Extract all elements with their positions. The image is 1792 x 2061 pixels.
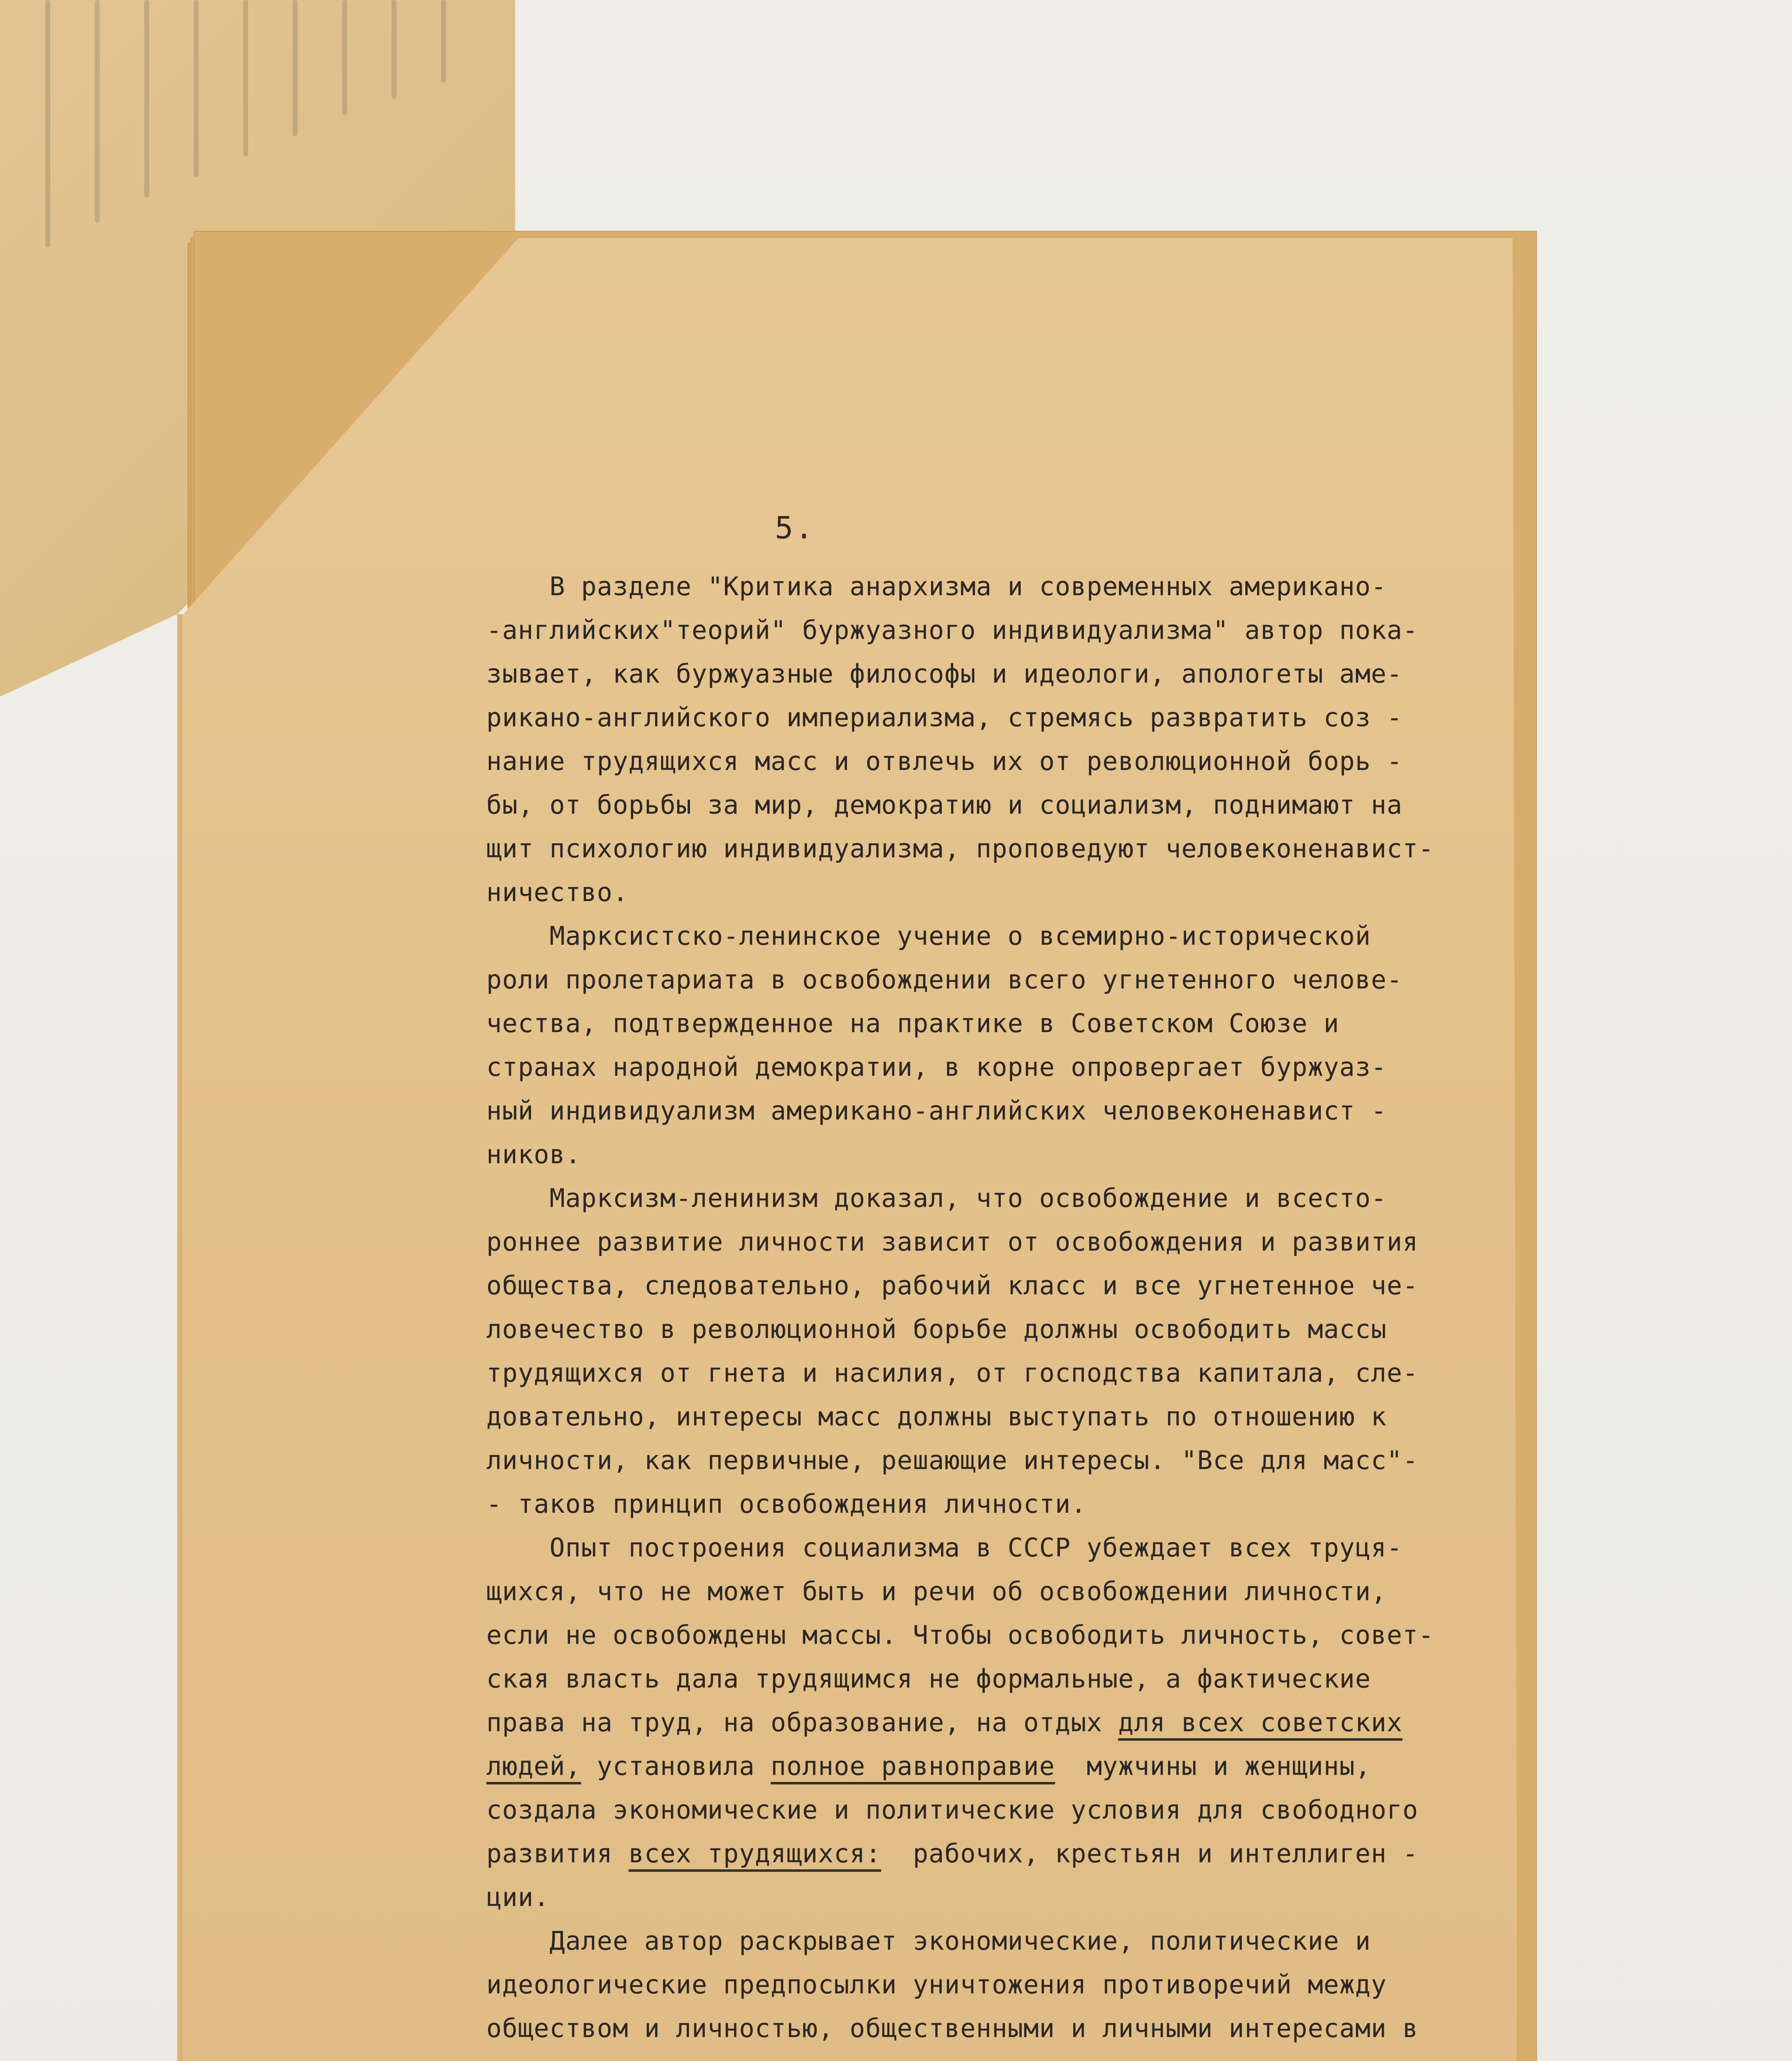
underlined-text: всех трудящихся: (629, 1838, 881, 1872)
text-segment: права на труд, на образование, на отдых (486, 1707, 1119, 1737)
text-segment: мужчины и женщины, (1055, 1751, 1371, 1781)
text-line (486, 1045, 1496, 1089)
text-segment: обществом и личностью, общественными и личными интересами в (486, 2013, 1419, 2043)
text-segment: ный индивидуализм американо-английских человеконенавист - (486, 1096, 1387, 1126)
text-segment: развития (486, 1838, 629, 1869)
text-segment: странах народной демократии, в корне опровергает буржуаз- (486, 1052, 1387, 1082)
text-line (486, 1613, 1496, 1657)
text-segment: довательно, интересы масс должны выступать по отношению к (486, 1401, 1387, 1432)
text-segment: -английских"теорий" буржуазного индивидуализма" автор пока- (486, 615, 1419, 645)
underlined-text: для всех советских (1118, 1707, 1403, 1741)
text-segment: ников. (486, 1139, 581, 1169)
text-line (486, 1701, 1496, 1744)
underlined-text: полное равноправие (771, 1751, 1055, 1784)
text-segment: ловечество в революционной борьбе должны освободить массы (486, 1314, 1387, 1344)
text-line (486, 1395, 1496, 1439)
text-line (486, 1482, 1496, 1526)
text-segment: трудящихся от гнета и насилия, от господства капитала, сле- (486, 1358, 1419, 1388)
text-segment: В разделе "Критика анархизма и современных американо- (486, 571, 1387, 601)
text-line (486, 2007, 1496, 2050)
typed-text-body (486, 565, 1496, 2050)
text-line (486, 1307, 1496, 1351)
text-line (486, 1876, 1496, 1919)
text-line (486, 1570, 1496, 1613)
text-segment: ничество. (486, 877, 629, 907)
text-segment: Марксизм-ленинизм доказал, что освобождение и всесто- (486, 1183, 1387, 1213)
text-segment: Марксистско-ленинское учение о всемирно-исторической (486, 921, 1371, 951)
text-line (486, 696, 1496, 739)
text-line (486, 652, 1496, 696)
text-segment: роли пролетариата в освобождении всего угнетенного челове- (486, 965, 1403, 995)
page-number: 5. (775, 510, 815, 546)
text-segment: ции. (486, 1882, 550, 1912)
text-segment: личности, как первичные, решающие интересы. "Все для масс"- (486, 1445, 1419, 1475)
text-segment: создала экономические и политические условия для свободного (486, 1795, 1419, 1825)
text-segment: чества, подтвержденное на практике в Советском Союзе и (486, 1008, 1339, 1038)
text-line (486, 565, 1496, 608)
text-line (486, 914, 1496, 958)
text-segment: щит психологию индивидуализма, проповедуют человеконенавист- (486, 833, 1434, 864)
text-segment: бы, от борьбы за мир, демократию и социализм, поднимают на (486, 790, 1403, 820)
text-line (486, 1439, 1496, 1482)
text-segment: установила (581, 1751, 771, 1781)
paragraph (486, 1526, 1496, 1919)
text-segment: зывает, как буржуазные философы и идеологи, апологеты аме- (486, 659, 1403, 689)
text-line (486, 1919, 1496, 1963)
text-segment: роннее развитие личности зависит от освобождения и развития (486, 1227, 1419, 1257)
text-segment: если не освобождены массы. Чтобы освободить личность, совет- (486, 1620, 1434, 1650)
text-segment: нание трудящихся масс и отвлечь их от революционной борь - (486, 746, 1403, 776)
text-line (486, 1526, 1496, 1570)
text-segment: ская власть дала трудящимся не формальные, а фактические (486, 1664, 1371, 1694)
text-line (486, 1176, 1496, 1220)
paragraph (486, 565, 1496, 914)
text-line (486, 1351, 1496, 1395)
text-segment: Далее автор раскрывает экономические, политические и (486, 1926, 1371, 1956)
text-line (486, 871, 1496, 914)
text-line (486, 739, 1496, 783)
text-line (486, 1220, 1496, 1264)
text-segment: - таков принцип освобождения личности. (486, 1489, 1087, 1519)
text-line (486, 1089, 1496, 1133)
text-line (486, 827, 1496, 871)
text-segment: щихся, что не может быть и речи об освобождении личности, (486, 1576, 1387, 1606)
text-line (486, 1133, 1496, 1176)
text-segment: рикано-английского империализма, стремясь развратить соз - (486, 702, 1403, 732)
text-line (486, 1264, 1496, 1307)
underlined-text: людей, (486, 1751, 581, 1784)
text-line (486, 783, 1496, 827)
paragraph (486, 1176, 1496, 1526)
text-segment: общества, следовательно, рабочий класс и все угнетенное че- (486, 1270, 1419, 1300)
text-line (486, 1657, 1496, 1701)
text-line (486, 1002, 1496, 1045)
text-segment: идеологические предпосылки уничтожения противоречий между (486, 1969, 1387, 2000)
text-line (486, 1963, 1496, 2007)
text-segment: рабочих, крестьян и интеллиген - (881, 1838, 1419, 1869)
paragraph (486, 1919, 1496, 2050)
text-line (486, 608, 1496, 652)
text-segment: Опыт построения социализма в СССР убеждает всех труця- (486, 1533, 1403, 1563)
text-line (486, 958, 1496, 1002)
paragraph (486, 914, 1496, 1176)
text-line (486, 1788, 1496, 1832)
text-line (486, 1744, 1496, 1788)
text-line (486, 1832, 1496, 1876)
